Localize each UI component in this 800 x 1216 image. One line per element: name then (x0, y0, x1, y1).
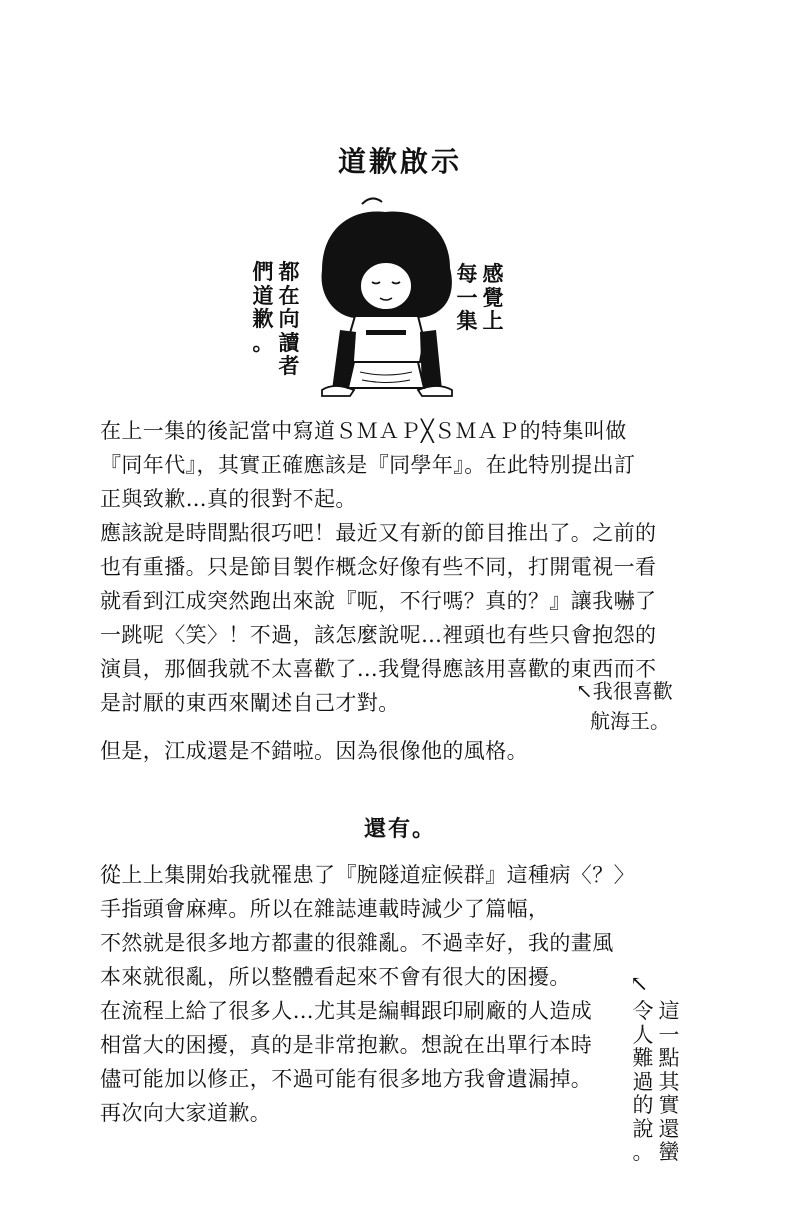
caption-right-col-2 (456, 262, 478, 333)
vertical-char: 一 (456, 284, 478, 310)
caption-right-col-1 (482, 262, 504, 333)
vertical-char: 一 (658, 1022, 680, 1047)
vertical-char: 其 (658, 1069, 680, 1094)
paragraph-line: 應該說是時間點很巧吧！最近又有新的節目推出了。之前的 (100, 521, 657, 545)
section-subtitle: 還有。 (363, 816, 436, 842)
vertical-char: 集 (456, 308, 478, 334)
vertical-char: 都 (278, 259, 300, 284)
side-note-vertical (632, 1000, 680, 1165)
vertical-char: 們 (252, 259, 274, 284)
side-note-one-piece (576, 676, 673, 736)
vertical-char: 。 (632, 1140, 654, 1165)
paragraph-line: 是討厭的東西來闡述自己才對。 (100, 691, 400, 715)
vertical-char: 的 (632, 1093, 654, 1118)
side-note-arrow: ↖ (630, 972, 649, 997)
caption-right (456, 262, 504, 333)
note-line: 航海王。 (590, 709, 670, 733)
closing-line: 但是，江成還是不錯啦。因為很像他的風格。 (100, 739, 528, 763)
paragraph-line: 也有重播。只是節目製作概念好像有些不同，打開電視一看 (100, 555, 657, 579)
vertical-char: 令 (632, 999, 654, 1023)
vertical-char: 每 (456, 261, 478, 286)
note2-col-1 (658, 1000, 680, 1165)
paragraph-line: 就看到江成突然跑出來說『呃，不行嗎？真的？』讓我嚇了 (100, 589, 657, 613)
paragraph-line: 一跳呢〈笑〉！不過，該怎麼說呢…裡頭也有些只會抱怨的 (100, 623, 657, 647)
note2-col-2 (632, 1000, 654, 1165)
vertical-char: 覺 (482, 284, 504, 310)
paragraph-line: 儘可能加以修正，不過可能有很多地方我會遺漏掉。 (100, 1067, 593, 1091)
sweat-mark (362, 198, 382, 204)
caption-left-col-2 (252, 260, 274, 378)
paragraph-line: 在上一集的後記當中寫道ＳＭＡＰ╳ＳＭＡＰ的特集叫做 (100, 419, 627, 443)
paragraph-line: 演員，那個我就不太喜歡了…我覺得應該用喜歡的東西而不 (100, 657, 657, 681)
note-line: ↖我很喜歡 (576, 679, 673, 703)
paragraph-line: 再次向大家道歉。 (100, 1101, 272, 1125)
vertical-char: 這 (658, 999, 680, 1023)
vertical-char: 歉 (252, 306, 274, 332)
paragraph-line: 正與致歉…真的很對不起。 (100, 487, 357, 511)
paragraph-line: 『同年代』，其實正確應該是『同學年』。在此特別提出訂 (100, 453, 636, 477)
vertical-char: 讀 (278, 329, 300, 355)
vertical-char: 說 (632, 1116, 654, 1141)
bowing-author-illustration (300, 190, 470, 405)
paragraph-line: 在流程上給了很多人…尤其是編輯跟印刷廠的人造成 (100, 999, 593, 1023)
vertical-char: 道 (252, 282, 274, 308)
face (360, 262, 412, 310)
vertical-char: 點 (658, 1046, 680, 1071)
shirt (348, 316, 424, 362)
vertical-char: 蠻 (658, 1140, 680, 1165)
vertical-char: 者 (278, 353, 300, 379)
notice-title: 道歉啟示 (337, 145, 462, 178)
paragraph-line: 不然就是很多地方都畫的很雜亂。不過幸好，我的畫風 (100, 931, 614, 955)
vertical-char: 在 (278, 282, 300, 308)
vertical-char: 人 (632, 1022, 654, 1047)
vertical-char: 實 (658, 1093, 680, 1118)
vertical-char: 。 (252, 329, 274, 355)
caption-left-col-1 (278, 260, 300, 378)
paragraph-line: 相當大的困擾，真的是非常抱歉。想說在出單行本時 (100, 1033, 593, 1057)
vertical-char: 向 (278, 306, 300, 332)
vertical-char: 上 (482, 308, 504, 334)
caption-left (252, 260, 300, 378)
paragraph-line: 本來就很亂，所以整體看起來不會有很大的困擾。 (100, 965, 571, 989)
vertical-char: 還 (658, 1116, 680, 1141)
paragraph-line: 從上上集開始我就罹患了『腕隧道症候群』這種病〈？〉 (100, 863, 635, 887)
paragraph-line: 手指頭會麻痺。所以在雜誌連載時減少了篇幅， (100, 897, 550, 921)
vertical-char: 感 (482, 261, 504, 286)
apology-paragraph (100, 414, 720, 720)
carpal-tunnel-paragraph (100, 858, 720, 1130)
vertical-char: 難 (632, 1046, 654, 1071)
vertical-char: 過 (632, 1069, 654, 1094)
